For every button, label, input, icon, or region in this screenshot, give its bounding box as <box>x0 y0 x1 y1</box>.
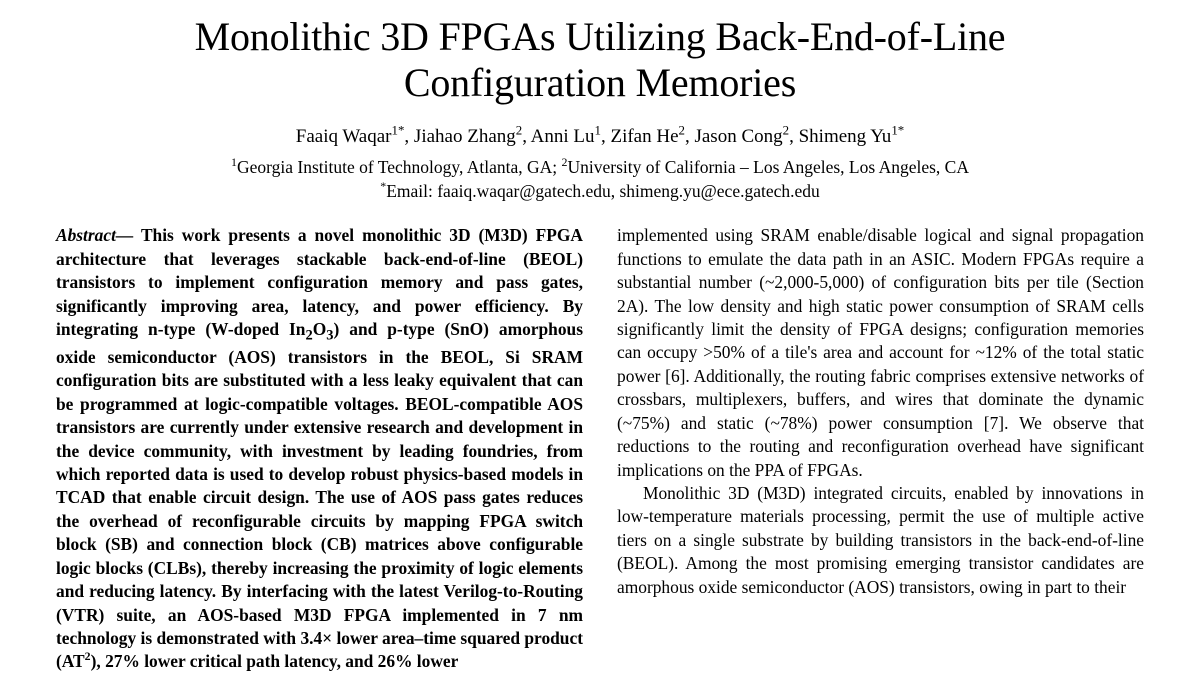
intro-paragraph-2: Monolithic 3D (M3D) integrated circuits, enabled by innovations in low-temperature materials processing, permit the use of multiple active tiers on a single substrate by building transistors in the back-end-of-line (BEOL). Among the most promising emerging transistor candidates are amorphous oxide semiconductor (AOS) transistors, owing in part to their <box>617 482 1144 597</box>
intro-paragraph-1: implemented using SRAM enable/disable logical and signal propagation functions to emulate the data path in an ASIC. Modern FPGAs require a substantial number (~2,000-5,000) of configuration bits per tile (Section 2A). The low density and high static power consumption of SRAM cells significantly limit the density of FPGA designs; configuration memories can occupy >50% of a tile's area and account for ~12% of the total static power [6]. Additionally, the routing fabric comprises extensive networks of crossbars, multiplexers, buffers, and wires that dominate the dynamic (~75%) and static (~78%) power consumption [7]. We observe that reductions to the routing and reconfiguration overhead have significant implications on the PPA of FPGAs. <box>617 225 1144 480</box>
left-column <box>56 224 583 673</box>
affiliations: $^1$Georgia Institute of Technology, Atlanta, GA; $^2$University of California – Los Angeles, Los Angeles, CA <box>231 155 969 177</box>
abstract-label: Abstract— <box>56 225 134 246</box>
abstract-paragraph <box>56 224 583 673</box>
contact-email: *Email: faaiq.waqar@gatech.edu, shimeng.yu@ece.gatech.edu <box>380 178 820 201</box>
abstract-text: This work presents a novel monolithic 3D (M3D) FPGA architecture that leverages stackable back-end-of-line (BEOL) transistors to implement configuration memory and pass gates, significantly improving area, latency, and power efficiency. By integrating n-type (W-doped $In_2O_3$) and p-type (SnO) amorphous oxide semiconductor (AOS) transistors in the BEOL, Si SRAM configuration bits are substituted with a less leaky equivalent that can be programmed at logic-compatible voltages. BEOL-compatible AOS transistors are currently under extensive research and development in the device community, with investment by leading foundries, from which reported data is used to develop robust physics-based models in TCAD that enable circuit design. The use of AOS pass gates reduces the overhead of reconfigurable circuits by mapping FPGA switch block (SB) and connection block (CB) matrices above configurable logic blocks (CLBs), thereby increasing the proximity of logic elements and reducing latency. By interfacing with the latest Verilog-to-Routing (VTR) suite, an AOS-based M3D FPGA implemented in 7 nm technology is demonstrated with 3.4× lower area–time squared product $(AT^2)$, 27% lower critical path latency, and 26% lower <box>56 225 583 672</box>
right-column <box>617 224 1144 673</box>
page-title: Monolithic 3D FPGAs Utilizing Back-End-of-Line Configuration Memories <box>194 14 1006 105</box>
author-list: Faaiq Waqar$^{1*}$, Jiahao Zhang$^2$, Anni Lu$^1$, Zifan He$^2$, Jason Cong$^2$, Shimeng $Yu^{1*}$ <box>295 122 905 148</box>
body-columns <box>56 224 1144 673</box>
